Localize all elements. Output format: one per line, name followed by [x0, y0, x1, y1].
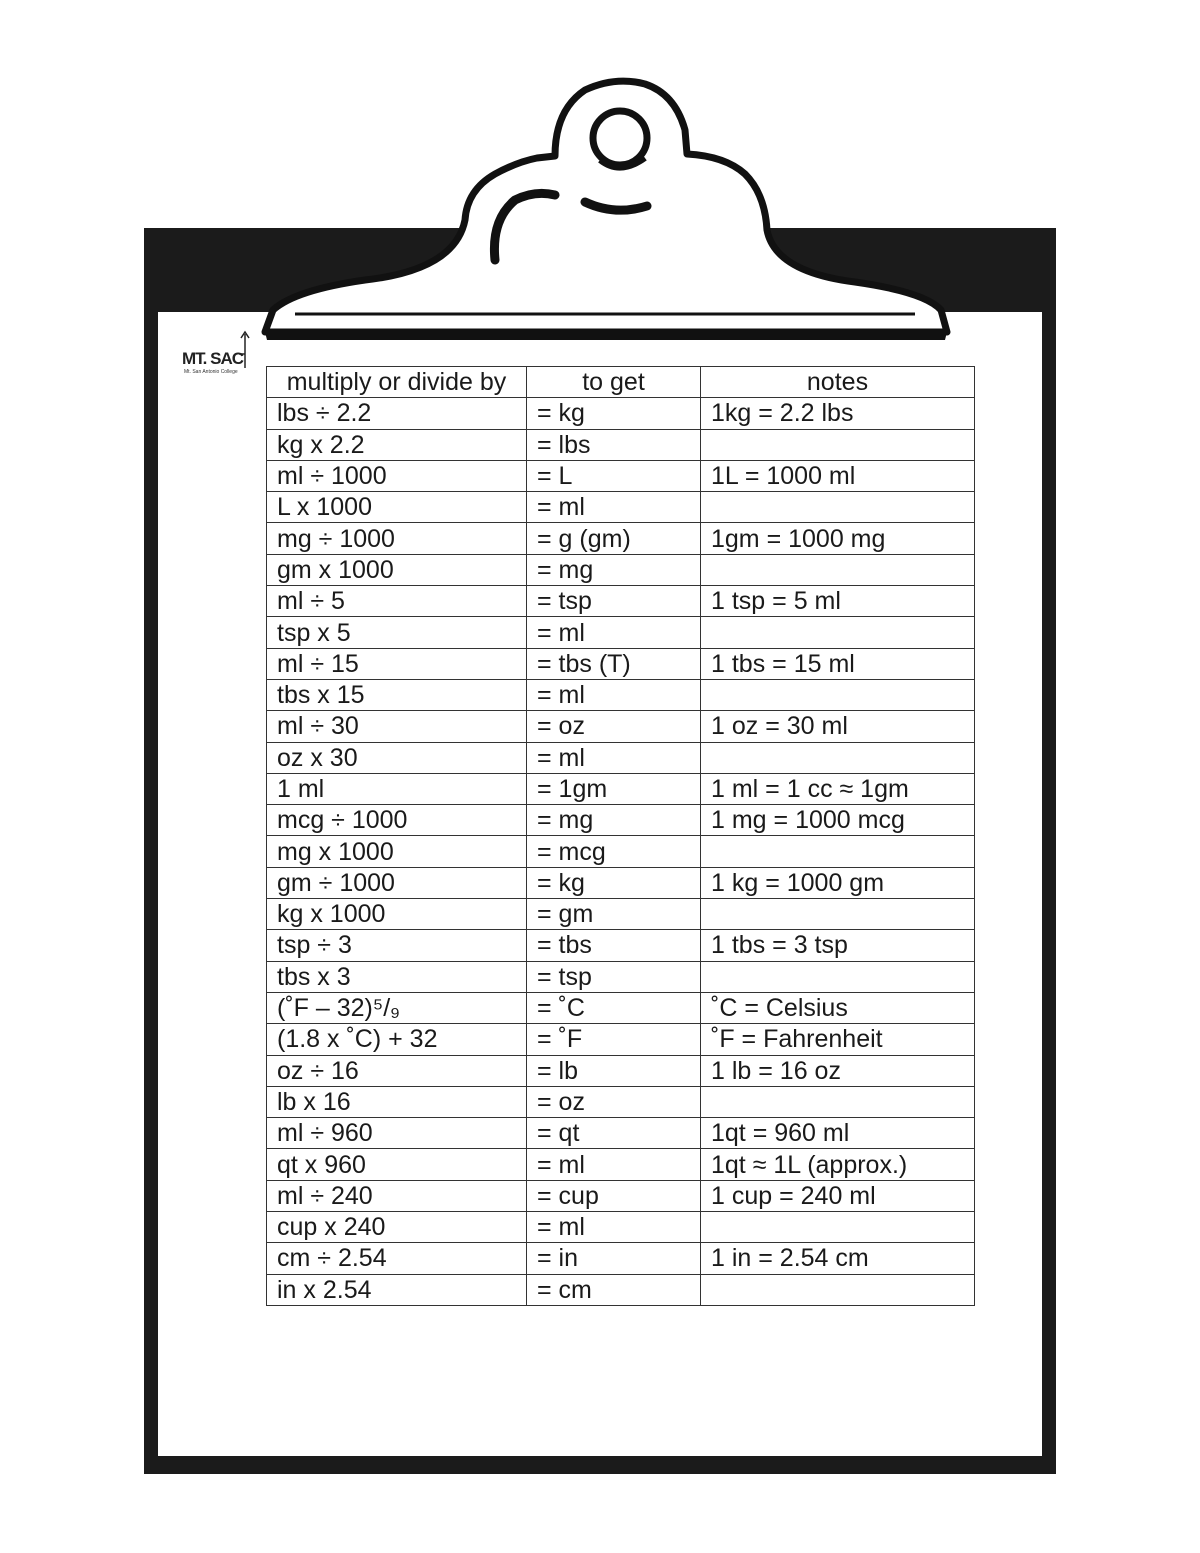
table-row: [267, 523, 975, 554]
operation-cell: ml ÷ 240: [267, 1180, 527, 1211]
notes-cell: 1 tbs = 15 ml: [701, 648, 975, 679]
operation-cell: in x 2.54: [267, 1274, 527, 1305]
logo-name: MT. SAC: [182, 349, 243, 368]
notes-cell: [701, 617, 975, 648]
result-cell: = ˚F: [527, 1024, 701, 1055]
result-cell: = oz: [527, 711, 701, 742]
result-cell: = ml: [527, 742, 701, 773]
result-cell: = ml: [527, 617, 701, 648]
operation-cell: mg x 1000: [267, 836, 527, 867]
operation-cell: lbs ÷ 2.2: [267, 398, 527, 429]
table-row: [267, 742, 975, 773]
table-row: [267, 836, 975, 867]
notes-cell: [701, 836, 975, 867]
operation-cell: qt x 960: [267, 1149, 527, 1180]
table-row: [267, 711, 975, 742]
operation-cell: kg x 1000: [267, 899, 527, 930]
table-row: [267, 930, 975, 961]
result-cell: = ml: [527, 1212, 701, 1243]
notes-cell: 1 in = 2.54 cm: [701, 1243, 975, 1274]
notes-cell: ˚F = Fahrenheit: [701, 1024, 975, 1055]
clipboard-clip: [255, 70, 955, 345]
result-cell: = lb: [527, 1055, 701, 1086]
result-cell: = tsp: [527, 961, 701, 992]
logo-subtitle: Mt. San Antonio College: [184, 369, 238, 375]
result-cell: = mg: [527, 805, 701, 836]
operation-cell: cup x 240: [267, 1212, 527, 1243]
table-row: [267, 899, 975, 930]
result-cell: = cm: [527, 1274, 701, 1305]
operation-cell: tbs x 3: [267, 961, 527, 992]
table-row: [267, 805, 975, 836]
operation-cell: mcg ÷ 1000: [267, 805, 527, 836]
operation-cell: ml ÷ 1000: [267, 460, 527, 491]
result-cell: = tbs (T): [527, 648, 701, 679]
table-row: [267, 773, 975, 804]
operation-cell: oz x 30: [267, 742, 527, 773]
notes-cell: [701, 679, 975, 710]
operation-cell: mg ÷ 1000: [267, 523, 527, 554]
notes-cell: 1gm = 1000 mg: [701, 523, 975, 554]
table-row: [267, 398, 975, 429]
result-cell: = ml: [527, 492, 701, 523]
table-row: [267, 492, 975, 523]
table-header-row: [267, 367, 975, 398]
operation-cell: ml ÷ 15: [267, 648, 527, 679]
notes-cell: 1 oz = 30 ml: [701, 711, 975, 742]
operation-cell: kg x 2.2: [267, 429, 527, 460]
result-cell: = L: [527, 460, 701, 491]
table-row: [267, 1180, 975, 1211]
table-row: [267, 1274, 975, 1305]
operation-cell: tsp x 5: [267, 617, 527, 648]
operation-cell: gm x 1000: [267, 554, 527, 585]
operation-cell: ml ÷ 5: [267, 586, 527, 617]
operation-cell: lb x 16: [267, 1086, 527, 1117]
result-cell: = cup: [527, 1180, 701, 1211]
result-cell: = kg: [527, 398, 701, 429]
header-notes: notes: [701, 367, 975, 398]
result-cell: = oz: [527, 1086, 701, 1117]
notes-cell: 1kg = 2.2 lbs: [701, 398, 975, 429]
table-row: [267, 1149, 975, 1180]
notes-cell: 1 cup = 240 ml: [701, 1180, 975, 1211]
result-cell: = tsp: [527, 586, 701, 617]
notes-cell: [701, 742, 975, 773]
result-cell: = mg: [527, 554, 701, 585]
table-row: [267, 1024, 975, 1055]
operation-cell: gm ÷ 1000: [267, 867, 527, 898]
operation-cell: L x 1000: [267, 492, 527, 523]
table-row: [267, 429, 975, 460]
table-row: [267, 679, 975, 710]
table-row: [267, 648, 975, 679]
notes-cell: 1 tsp = 5 ml: [701, 586, 975, 617]
notes-cell: 1 tbs = 3 tsp: [701, 930, 975, 961]
table-row: [267, 617, 975, 648]
notes-cell: [701, 1086, 975, 1117]
operation-cell: (1.8 x ˚C) + 32: [267, 1024, 527, 1055]
table-row: [267, 1212, 975, 1243]
table-row: [267, 992, 975, 1023]
notes-cell: [701, 429, 975, 460]
notes-cell: 1 mg = 1000 mcg: [701, 805, 975, 836]
table-row: [267, 554, 975, 585]
operation-cell: 1 ml: [267, 773, 527, 804]
result-cell: = ml: [527, 679, 701, 710]
table-row: [267, 961, 975, 992]
result-cell: = in: [527, 1243, 701, 1274]
notes-cell: [701, 961, 975, 992]
table-row: [267, 460, 975, 491]
result-cell: = tbs: [527, 930, 701, 961]
notes-cell: 1 lb = 16 oz: [701, 1055, 975, 1086]
operation-cell: (˚F – 32)⁵/₉: [267, 992, 527, 1023]
notes-cell: 1 ml = 1 cc ≈ 1gm: [701, 773, 975, 804]
table-row: [267, 867, 975, 898]
notes-cell: [701, 554, 975, 585]
result-cell: = qt: [527, 1118, 701, 1149]
result-cell: = g (gm): [527, 523, 701, 554]
notes-cell: [701, 899, 975, 930]
operation-cell: cm ÷ 2.54: [267, 1243, 527, 1274]
operation-cell: ml ÷ 30: [267, 711, 527, 742]
notes-cell: [701, 1274, 975, 1305]
result-cell: = 1gm: [527, 773, 701, 804]
notes-cell: ˚C = Celsius: [701, 992, 975, 1023]
notes-cell: 1L = 1000 ml: [701, 460, 975, 491]
operation-cell: tsp ÷ 3: [267, 930, 527, 961]
table-row: [267, 1118, 975, 1149]
operation-cell: oz ÷ 16: [267, 1055, 527, 1086]
result-cell: = mcg: [527, 836, 701, 867]
notes-cell: 1 kg = 1000 gm: [701, 867, 975, 898]
result-cell: = kg: [527, 867, 701, 898]
result-cell: = ml: [527, 1149, 701, 1180]
notes-cell: 1qt = 960 ml: [701, 1118, 975, 1149]
result-cell: = gm: [527, 899, 701, 930]
operation-cell: ml ÷ 960: [267, 1118, 527, 1149]
table-row: [267, 586, 975, 617]
header-to-get: to get: [527, 367, 701, 398]
result-cell: = ˚C: [527, 992, 701, 1023]
mt-sac-logo: [182, 330, 262, 380]
table-row: [267, 1086, 975, 1117]
notes-cell: 1qt ≈ 1L (approx.): [701, 1149, 975, 1180]
notes-cell: [701, 1212, 975, 1243]
header-multiply-or-divide: multiply or divide by: [267, 367, 527, 398]
table-row: [267, 1055, 975, 1086]
table-row: [267, 1243, 975, 1274]
operation-cell: tbs x 15: [267, 679, 527, 710]
notes-cell: [701, 492, 975, 523]
result-cell: = lbs: [527, 429, 701, 460]
conversion-table: [266, 366, 975, 1306]
